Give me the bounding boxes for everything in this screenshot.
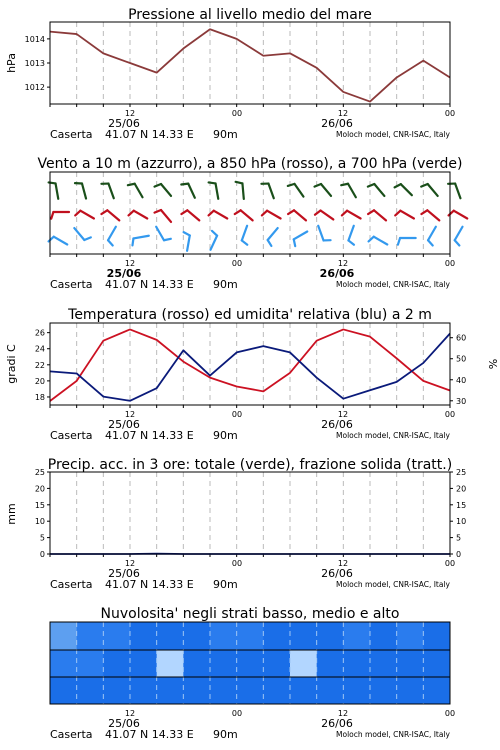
wind-barb	[374, 237, 388, 245]
model-label: Moloch model, CNR-ISAC, Italy	[336, 580, 450, 589]
cloud-cell	[290, 677, 317, 704]
hour-tick-label: 12	[337, 709, 349, 718]
hour-tick-label: 12	[337, 559, 349, 568]
wind-barb-flag	[236, 182, 243, 184]
wind-barb-flag	[128, 184, 135, 185]
elevation-label: 90m	[213, 728, 238, 741]
elevation-label: 90m	[213, 278, 238, 291]
humidity-y-ticks	[450, 334, 466, 406]
cloud-cell	[423, 650, 450, 677]
temperature-title: Temperatura (rosso) ed umidita' relativa (blu) a 2 m	[68, 307, 432, 323]
cloud-cell	[183, 650, 210, 677]
cloud-cell	[237, 622, 264, 650]
cloud-cell	[77, 650, 104, 677]
cloud-panel	[50, 606, 451, 704]
model-label: Moloch model, CNR-ISAC, Italy	[336, 130, 450, 139]
hour-tick-label: 12	[124, 259, 136, 268]
cloud-title: Nuvolosita' negli strati basso, medio e alto	[100, 606, 400, 622]
wind-barb	[108, 184, 113, 199]
wind-barb-flag	[368, 184, 374, 187]
precipitation-footer	[50, 559, 455, 591]
cloud-cell	[210, 622, 237, 650]
wind-barb	[135, 184, 143, 198]
wind-barb-flag	[428, 240, 433, 245]
humidity-y-tick-label: 60	[456, 333, 467, 343]
cloud-cell	[210, 650, 237, 677]
wind-barb	[188, 184, 195, 198]
precipitation-y-tick-label: 15	[34, 500, 45, 510]
hour-tick-label: 00	[444, 410, 456, 419]
pressure-y-ticks	[25, 35, 50, 92]
pressure-title: Pressione al livello medio del mare	[128, 7, 372, 23]
pressure-y-tick-label: 1014	[24, 34, 45, 44]
wind-barb-flag	[348, 240, 354, 244]
cloud-cell	[263, 650, 290, 677]
wind-barb	[161, 184, 171, 196]
pressure-series	[50, 29, 450, 101]
cloud-cell	[157, 650, 184, 677]
precipitation-y-tick-label: 0	[39, 550, 45, 559]
cloud-cell	[50, 650, 77, 677]
temperature-series	[50, 329, 450, 401]
wind-barb	[267, 211, 281, 219]
wind-barb	[80, 211, 94, 219]
elevation-label: 90m	[213, 429, 238, 442]
humidity-ylabel: %	[486, 358, 499, 370]
cloud-cell	[77, 677, 104, 704]
wind-barb	[321, 184, 331, 196]
precipitation-y-tick-label: 15	[456, 500, 467, 510]
location-label: Caserta	[50, 128, 93, 141]
wind-barb-flag	[132, 238, 133, 245]
cloud-cell	[237, 650, 264, 677]
wind-panel	[37, 156, 467, 257]
wind-barb	[133, 236, 148, 239]
cloud-cell	[130, 677, 157, 704]
wind-barb	[54, 237, 68, 245]
pressure-ylabel: hPa	[5, 53, 18, 73]
hour-tick-label: 00	[231, 109, 243, 118]
hour-tick-label: 12	[337, 259, 349, 268]
cloud-cell	[103, 622, 130, 650]
wind-barb	[401, 184, 412, 195]
humidity-line	[50, 334, 450, 401]
wind-barb-flag	[101, 210, 107, 214]
wind-barb-flag	[421, 210, 427, 214]
wind-barb	[156, 227, 164, 241]
precipitation-y-tick-label: 5	[39, 533, 45, 543]
wind-barb	[348, 226, 353, 241]
cloud-cell	[397, 677, 424, 704]
temperature-y-tick-label: 24	[34, 344, 45, 354]
wind-barb	[134, 211, 148, 219]
wind-barb	[108, 227, 116, 241]
wind-barb-flag	[155, 184, 161, 187]
temperature-footer	[50, 410, 455, 442]
wind-barb	[294, 210, 306, 220]
coords-label: 41.07 N 14.33 E	[105, 728, 194, 741]
wind-barb-flag	[315, 211, 321, 215]
temperature-y-tick-label: 20	[34, 376, 45, 386]
wind-barb-flag	[262, 211, 267, 216]
cloud-cell	[423, 677, 450, 704]
precipitation-title: Precip. acc. in 3 ore: totale (verde), frazione solida (tratt.)	[47, 457, 453, 473]
temperature-y-tick-label: 18	[34, 392, 45, 402]
cloud-cell	[77, 622, 104, 650]
wind-barb	[347, 211, 361, 219]
precipitation-grid	[77, 472, 424, 554]
cloud-cell	[317, 677, 344, 704]
pressure-footer	[50, 109, 455, 141]
precipitation-y-tick-label: 20	[456, 484, 467, 494]
cloud-cell	[103, 650, 130, 677]
wind-barb-flag	[164, 239, 171, 240]
wind-barb	[242, 226, 247, 241]
cloud-cell	[317, 622, 344, 650]
cloud-cell	[157, 677, 184, 704]
hour-tick-label: 12	[124, 109, 136, 118]
location-label: Caserta	[50, 278, 93, 291]
location-label: Caserta	[50, 728, 93, 741]
date-label: 25/06	[108, 117, 140, 130]
temperature-y-ticks	[35, 329, 50, 402]
humidity-y-tick-label: 50	[456, 354, 467, 364]
wind-barb	[427, 210, 439, 220]
location-label: Caserta	[50, 578, 93, 591]
precipitation-y-tick-label: 10	[456, 517, 467, 527]
hour-tick-label: 00	[231, 709, 243, 718]
wind-barb-flag	[455, 240, 460, 245]
wind-barb-flag	[209, 211, 214, 216]
date-label: 25/06	[106, 267, 142, 280]
wind-title: Vento a 10 m (azzurro), a 850 hPa (rosso), a 700 hPa (verde)	[37, 156, 463, 172]
wind-barb	[454, 211, 468, 219]
temperature-frame	[50, 323, 450, 405]
cloud-cell	[263, 677, 290, 704]
cloud-cells	[50, 622, 451, 704]
precipitation-y-tick-label: 5	[456, 533, 462, 543]
wind-barb	[187, 235, 190, 250]
date-label: 26/06	[321, 418, 353, 431]
cloud-cell	[130, 650, 157, 677]
cloud-cell	[183, 622, 210, 650]
coords-label: 41.07 N 14.33 E	[105, 578, 194, 591]
wind-barb	[374, 210, 386, 220]
cloud-cell	[370, 650, 397, 677]
cloud-cell	[157, 622, 184, 650]
hour-tick-label: 12	[124, 709, 136, 718]
date-label: 26/06	[321, 717, 353, 730]
cloud-cell	[50, 677, 77, 704]
wind-barb	[428, 227, 436, 241]
wind-barb-flag	[288, 210, 294, 214]
pressure-y-tick-label: 1013	[24, 59, 45, 68]
model-label: Moloch model, CNR-ISAC, Italy	[336, 730, 450, 739]
wind-footer	[50, 259, 455, 291]
wind-barb-flag	[84, 237, 90, 240]
cloud-cell	[183, 677, 210, 704]
wind-barb-flag	[212, 231, 217, 236]
pressure-y-tick-label: 1012	[24, 83, 45, 93]
wind-barb	[295, 184, 304, 197]
cloud-cell	[397, 650, 424, 677]
elevation-label: 90m	[213, 578, 238, 591]
wind-barb-flag	[108, 240, 113, 245]
wind-barb	[321, 211, 334, 220]
cloud-cell	[343, 622, 370, 650]
date-label: 25/06	[108, 567, 140, 580]
wind-barb	[74, 228, 84, 240]
wind-barb	[187, 210, 199, 220]
cloud-cell	[50, 622, 77, 650]
wind-barb	[294, 232, 308, 240]
wind-barb-flag	[129, 211, 134, 216]
cloud-cell	[423, 622, 450, 650]
temperature-y-tick-label: 22	[34, 360, 45, 370]
date-label: 25/06	[108, 418, 140, 431]
wind-barb	[268, 228, 278, 240]
wind-barb-flag	[49, 237, 54, 242]
hour-tick-label: 00	[231, 559, 243, 568]
wind-barb	[455, 227, 463, 241]
hour-tick-label: 00	[444, 109, 456, 118]
hour-tick-label: 00	[444, 259, 456, 268]
wind-barb-flag	[242, 240, 248, 244]
cloud-footer	[50, 709, 455, 741]
wind-barb	[82, 183, 86, 198]
wind-barb	[268, 184, 273, 199]
wind-barb	[348, 184, 356, 198]
cloud-cell	[397, 622, 424, 650]
location-label: Caserta	[50, 429, 93, 442]
precipitation-y-tick-label: 20	[34, 484, 45, 494]
wind-barb	[374, 184, 384, 196]
precipitation-y-tick-label: 10	[34, 517, 45, 527]
wind-barb-flag	[181, 184, 188, 185]
hour-tick-label: 00	[231, 410, 243, 419]
wind-barb-flag	[449, 211, 454, 216]
precipitation-y-tick-label: 0	[456, 550, 462, 559]
hour-tick-label: 12	[124, 410, 136, 419]
wind-barb-flag	[155, 210, 161, 213]
wind-barb	[211, 236, 218, 250]
precipitation-y-tick-label: 25	[34, 468, 45, 477]
cloud-cell	[343, 650, 370, 677]
pressure-frame	[50, 22, 450, 104]
wind-barb-flag	[369, 237, 374, 242]
hour-tick-label: 12	[124, 559, 136, 568]
temperature-grid	[77, 323, 424, 405]
wind-barb-flag	[268, 240, 272, 246]
wind-barb	[56, 183, 59, 198]
wind-barb-flag	[342, 211, 347, 216]
wind-barb-flag	[341, 184, 348, 185]
precipitation-frame	[50, 472, 450, 554]
date-label: 26/06	[319, 267, 355, 280]
model-label: Moloch model, CNR-ISAC, Italy	[336, 280, 450, 289]
hour-tick-label: 00	[231, 259, 243, 268]
wind-barb	[107, 210, 119, 220]
date-label: 26/06	[321, 117, 353, 130]
precipitation-ylabel: mm	[5, 503, 18, 525]
elevation-label: 90m	[213, 128, 238, 141]
wind-barb	[241, 210, 253, 220]
cloud-cell	[370, 677, 397, 704]
temperature-panel	[5, 307, 499, 408]
humidity-y-tick-label: 30	[456, 396, 467, 406]
wind-barb-flag	[294, 239, 295, 246]
hour-tick-label: 00	[444, 559, 456, 568]
cloud-cell	[130, 622, 157, 650]
wind-barb-flag	[288, 184, 295, 186]
precipitation-y-tick-label: 25	[456, 468, 467, 477]
wind-barb-flag	[209, 182, 216, 183]
wind-barb-flag	[235, 210, 241, 214]
wind-barb-flag	[395, 211, 400, 216]
wind-barb-flag	[421, 184, 427, 187]
precipitation-panel	[5, 457, 466, 559]
wind-barb	[214, 211, 228, 219]
cloud-cell	[290, 622, 317, 650]
cloud-cell	[290, 650, 317, 677]
wind-barb-flag	[51, 212, 53, 219]
temperature-line	[50, 329, 450, 401]
cloud-cell	[343, 677, 370, 704]
pressure-line	[50, 29, 450, 101]
cloud-cell	[103, 677, 130, 704]
cloud-cell	[237, 677, 264, 704]
wind-barb-flag	[181, 210, 187, 214]
wind-barbs	[49, 182, 468, 251]
wind-barb-flag	[184, 232, 190, 235]
wind-barb-flag	[75, 211, 80, 216]
cloud-cell	[370, 622, 397, 650]
wind-barb	[400, 211, 414, 219]
wind-barb	[242, 183, 243, 199]
precipitation-y-ticks	[35, 468, 50, 559]
date-label: 26/06	[321, 567, 353, 580]
hour-tick-label: 00	[444, 709, 456, 718]
wind-barb-flag	[395, 184, 401, 187]
cloud-cell	[263, 622, 290, 650]
wind-barb-flag	[398, 238, 400, 245]
temperature-y-tick-label: 26	[34, 328, 45, 338]
coords-label: 41.07 N 14.33 E	[105, 128, 194, 141]
hour-tick-label: 12	[337, 410, 349, 419]
precipitation-y-ticks-right	[450, 468, 466, 559]
wind-barb	[428, 184, 438, 196]
cloud-cell	[317, 650, 344, 677]
temperature-ylabel: gradi C	[5, 344, 18, 384]
wind-barb-flag	[368, 210, 374, 214]
wind-barb	[318, 226, 323, 241]
wind-barb	[455, 184, 460, 199]
model-label: Moloch model, CNR-ISAC, Italy	[336, 431, 450, 440]
date-label: 25/06	[108, 717, 140, 730]
wind-barb	[161, 210, 171, 222]
humidity-y-tick-label: 40	[456, 375, 467, 385]
wind-barb	[216, 183, 219, 198]
cloud-cell	[210, 677, 237, 704]
pressure-panel	[5, 7, 450, 107]
hour-tick-label: 12	[337, 109, 349, 118]
wind-barb-flag	[315, 184, 321, 187]
coords-label: 41.07 N 14.33 E	[105, 429, 194, 442]
coords-label: 41.07 N 14.33 E	[105, 278, 194, 291]
